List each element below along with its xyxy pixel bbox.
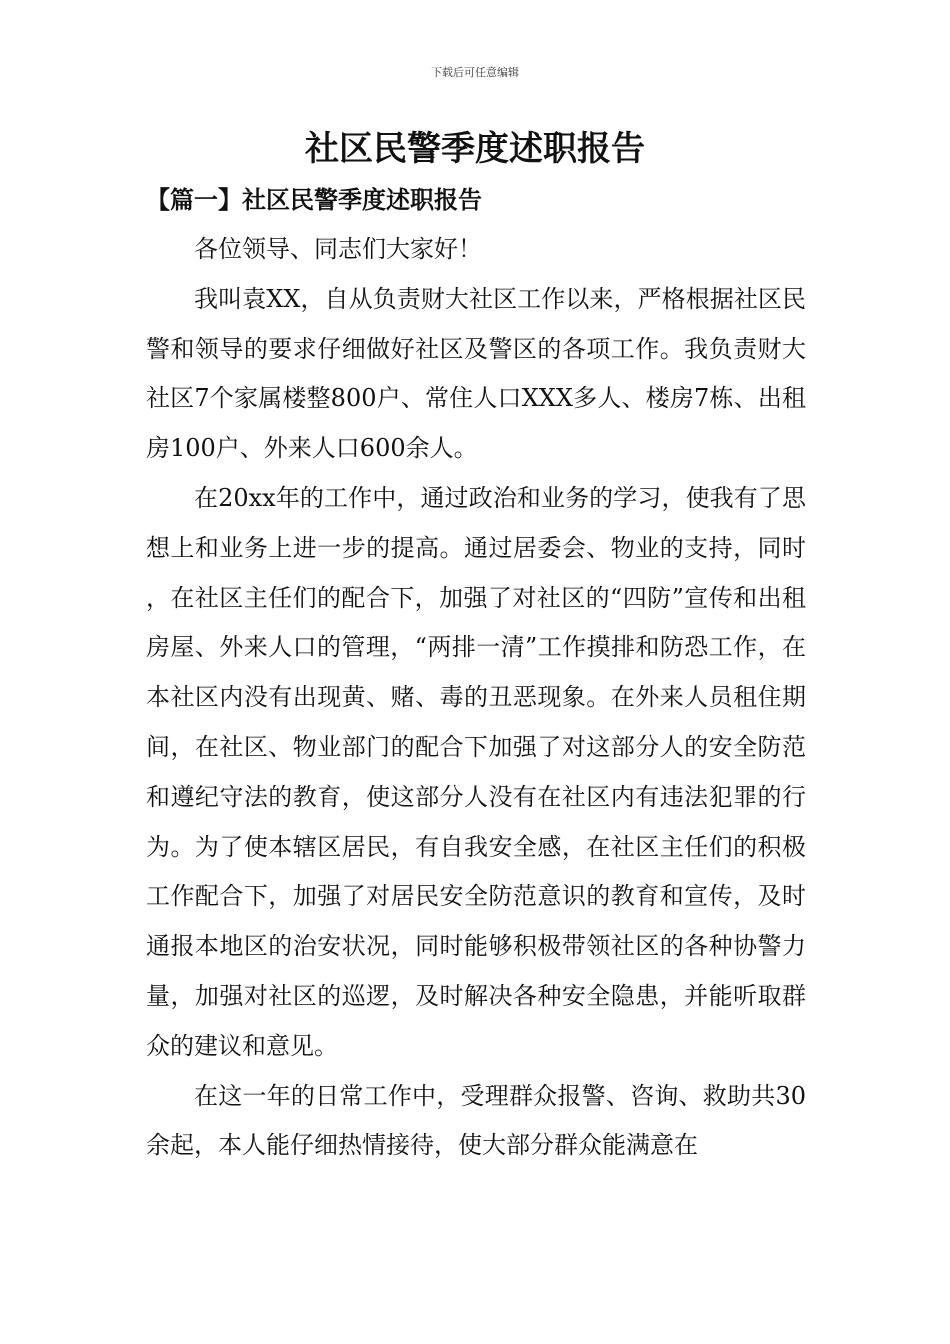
header-note: 下载后可任意编辑 — [431, 66, 519, 79]
paragraph-greeting: 各位领导、同志们大家好！ — [194, 235, 482, 263]
document-body — [146, 225, 806, 1171]
paragraph-introduction: 我叫袁XX，自从负责财大社区工作以来，严格根据社区民警和领导的要求仔细做好社区及警区的各项工作。我负责财大社区7个家属楼整800户、常住人口XXX多人、楼房7栋、出租房100户、外来人口600余人。 — [146, 284, 806, 463]
document-title: 社区民警季度述职报告 — [305, 129, 645, 169]
paragraph-daily-work: 在这一年的日常工作中，受理群众报警、咨询、救助共30余起，本人能仔细热情接待，使大部分群众能满意在 — [146, 1081, 806, 1160]
section-heading: 【篇一】社区民警季度述职报告 — [146, 185, 482, 214]
paragraph-work-summary: 在20xx年的工作中，通过政治和业务的学习，使我有了思想上和业务上进一步的提高。通过居委会、物业的支持，同时，在社区主任们的配合下，加强了对社区的“四防”宣传和出租房屋、外来人口的管理，“两排一清”工作摸排和防恐工作，在本社区内没有出现黄、赌、毒的丑恶现象。在外来人员租住期间，在社区、物业部门的配合下加强了对这部分人的安全防范和遵纪守法的教育，使这部分人没有在社区内有违法犯罪的行为。为了使本辖区居民，有自我安全感，在社区主任们的积极工作配合下，加强了对居民安全防范意识的教育和宣传，及时通报本地区的治安状况，同时能够积极带领社区的各种协警力量，加强对社区的巡逻，及时解决各种安全隐患，并能听取群众的建议和意见。 — [146, 483, 806, 1060]
